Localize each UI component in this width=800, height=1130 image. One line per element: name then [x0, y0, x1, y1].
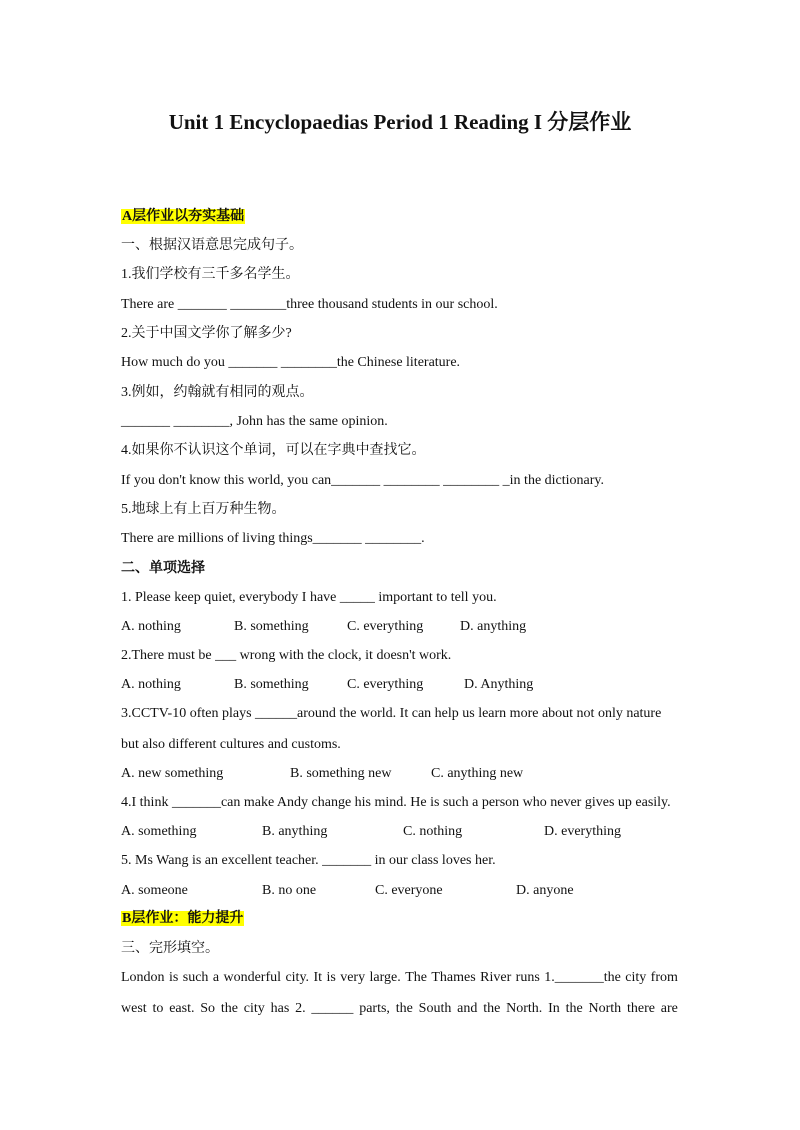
- item-5-en: There are millions of living things_______ ________.: [121, 531, 425, 546]
- cloze-word: It: [313, 970, 323, 985]
- cloze-word: very: [340, 970, 366, 985]
- cloze-word: a: [212, 970, 220, 985]
- cloze-word: 2.: [295, 1001, 306, 1016]
- mc-4-option-b: B. anything: [262, 824, 328, 839]
- cloze-word: London: [121, 970, 165, 985]
- mc-1-option-b: B. something: [234, 619, 309, 634]
- cloze-word: such: [182, 970, 209, 985]
- mc-4-option-c: C. nothing: [403, 824, 463, 839]
- mc-2-option-a: A. nothing: [121, 677, 181, 692]
- item-2-cn: 2.关于中国文学你了解多少?: [121, 326, 292, 341]
- cloze-word: are: [660, 1001, 678, 1016]
- cloze-paragraph-line1: [121, 969, 678, 987]
- cloze-word: parts,: [359, 1001, 390, 1016]
- page-title: Unit 1 Encyclopaedias Period 1 Reading I 分层作业: [168, 110, 632, 134]
- cloze-word: North.: [506, 1001, 543, 1016]
- mc-1-option-d: D. anything: [460, 619, 527, 634]
- mc-5-option-c: C. everyone: [375, 883, 443, 898]
- cloze-word: has: [270, 1001, 290, 1016]
- mc-5-question: 5. Ms Wang is an excellent teacher. _______ in our class loves her.: [121, 853, 496, 868]
- cloze-word: and: [457, 1001, 478, 1016]
- cloze-word: west: [121, 1001, 147, 1016]
- cloze-word: there: [627, 1001, 655, 1016]
- item-5-cn: 5.地球上有上百万种生物。: [121, 502, 286, 517]
- mc-4-question: 4.I think _______can make Andy change his mind. He is such a person who never gives up easily.: [121, 795, 671, 810]
- item-3-en: _______ ________, John has the same opinion.: [121, 414, 388, 429]
- mc-4-option-a: A. something: [121, 824, 197, 839]
- item-3-cn: 3.例如，约翰就有相同的观点。: [121, 385, 314, 400]
- cloze-word: city.: [285, 970, 310, 985]
- cloze-word: In: [548, 1001, 560, 1016]
- cloze-word: River: [480, 970, 512, 985]
- mc-5-option-b: B. no one: [262, 883, 317, 898]
- cloze-word: is: [326, 970, 336, 985]
- mc-3-option-b: B. something new: [290, 766, 392, 781]
- cloze-word: So: [200, 1001, 216, 1016]
- mc-3-question-line2: but also different cultures and customs.: [121, 737, 341, 752]
- item-1-cn: 1.我们学校有三千多名学生。: [121, 267, 300, 282]
- cloze-word: Thames: [431, 970, 476, 985]
- cloze-word: North: [588, 1001, 622, 1016]
- item-4-en: If you don't know this world, you can_______ ________ ________ _in the dictionary.: [121, 473, 605, 488]
- mc-3-option-c: C. anything new: [431, 766, 524, 781]
- cloze-word: runs: [515, 970, 540, 985]
- mc-1-option-c: C. everything: [347, 619, 424, 634]
- item-4-cn: 4.如果你不认识这个单词，可以在字典中查找它。: [121, 443, 426, 458]
- cloze-word: 1._______the: [544, 970, 621, 985]
- mc-1-question: 1. Please keep quiet, everybody I have _____ important to tell you.: [121, 590, 497, 605]
- cloze-word: the: [483, 1001, 501, 1016]
- cloze-word: large.: [369, 970, 401, 985]
- mc-2-option-d: D. Anything: [464, 677, 534, 692]
- cloze-paragraph-line2: [121, 1000, 678, 1018]
- cloze-word: is: [168, 970, 179, 985]
- cloze-word: from: [650, 970, 678, 985]
- cloze-word: city: [625, 970, 647, 985]
- cloze-word: the: [565, 1001, 583, 1016]
- part1-title: 一、根据汉语意思完成句子。: [121, 238, 303, 253]
- cloze-word: The: [405, 970, 427, 985]
- cloze-word: the: [395, 1001, 413, 1016]
- mc-2-option-c: C. everything: [347, 677, 424, 692]
- mc-3-option-a: A. new something: [121, 766, 224, 781]
- item-2-en: How much do you _______ ________the Chinese literature.: [121, 355, 461, 370]
- mc-5-option-a: A. someone: [121, 883, 188, 898]
- mc-4-option-d: D. everything: [544, 824, 621, 839]
- mc-2-question: 2.There must be ___ wrong with the clock, it doesn't work.: [121, 648, 452, 663]
- cloze-word: the: [220, 1001, 238, 1016]
- cloze-word: to: [152, 1001, 164, 1016]
- cloze-word: wonderful: [223, 970, 282, 985]
- mc-2-option-b: B. something: [234, 677, 309, 692]
- mc-5-option-d: D. anyone: [516, 883, 574, 898]
- part3-title: 三、完形填空。: [121, 941, 219, 956]
- item-1-en: There are _______ ________three thousand students in our school.: [121, 297, 498, 312]
- section-b-header: B层作业：能力提升: [122, 911, 244, 926]
- cloze-word: South: [418, 1001, 452, 1016]
- section-a-header: A层作业以夯实基础: [122, 209, 245, 224]
- mc-3-question-line1: 3.CCTV-10 often plays ______around the world. It can help us learn more about not only nature: [121, 706, 662, 721]
- part2-title: 二、单项选择: [121, 561, 205, 576]
- cloze-word: east.: [169, 1001, 195, 1016]
- mc-1-option-a: A. nothing: [121, 619, 181, 634]
- cloze-word: ______: [311, 1001, 354, 1016]
- cloze-word: city: [243, 1001, 265, 1016]
